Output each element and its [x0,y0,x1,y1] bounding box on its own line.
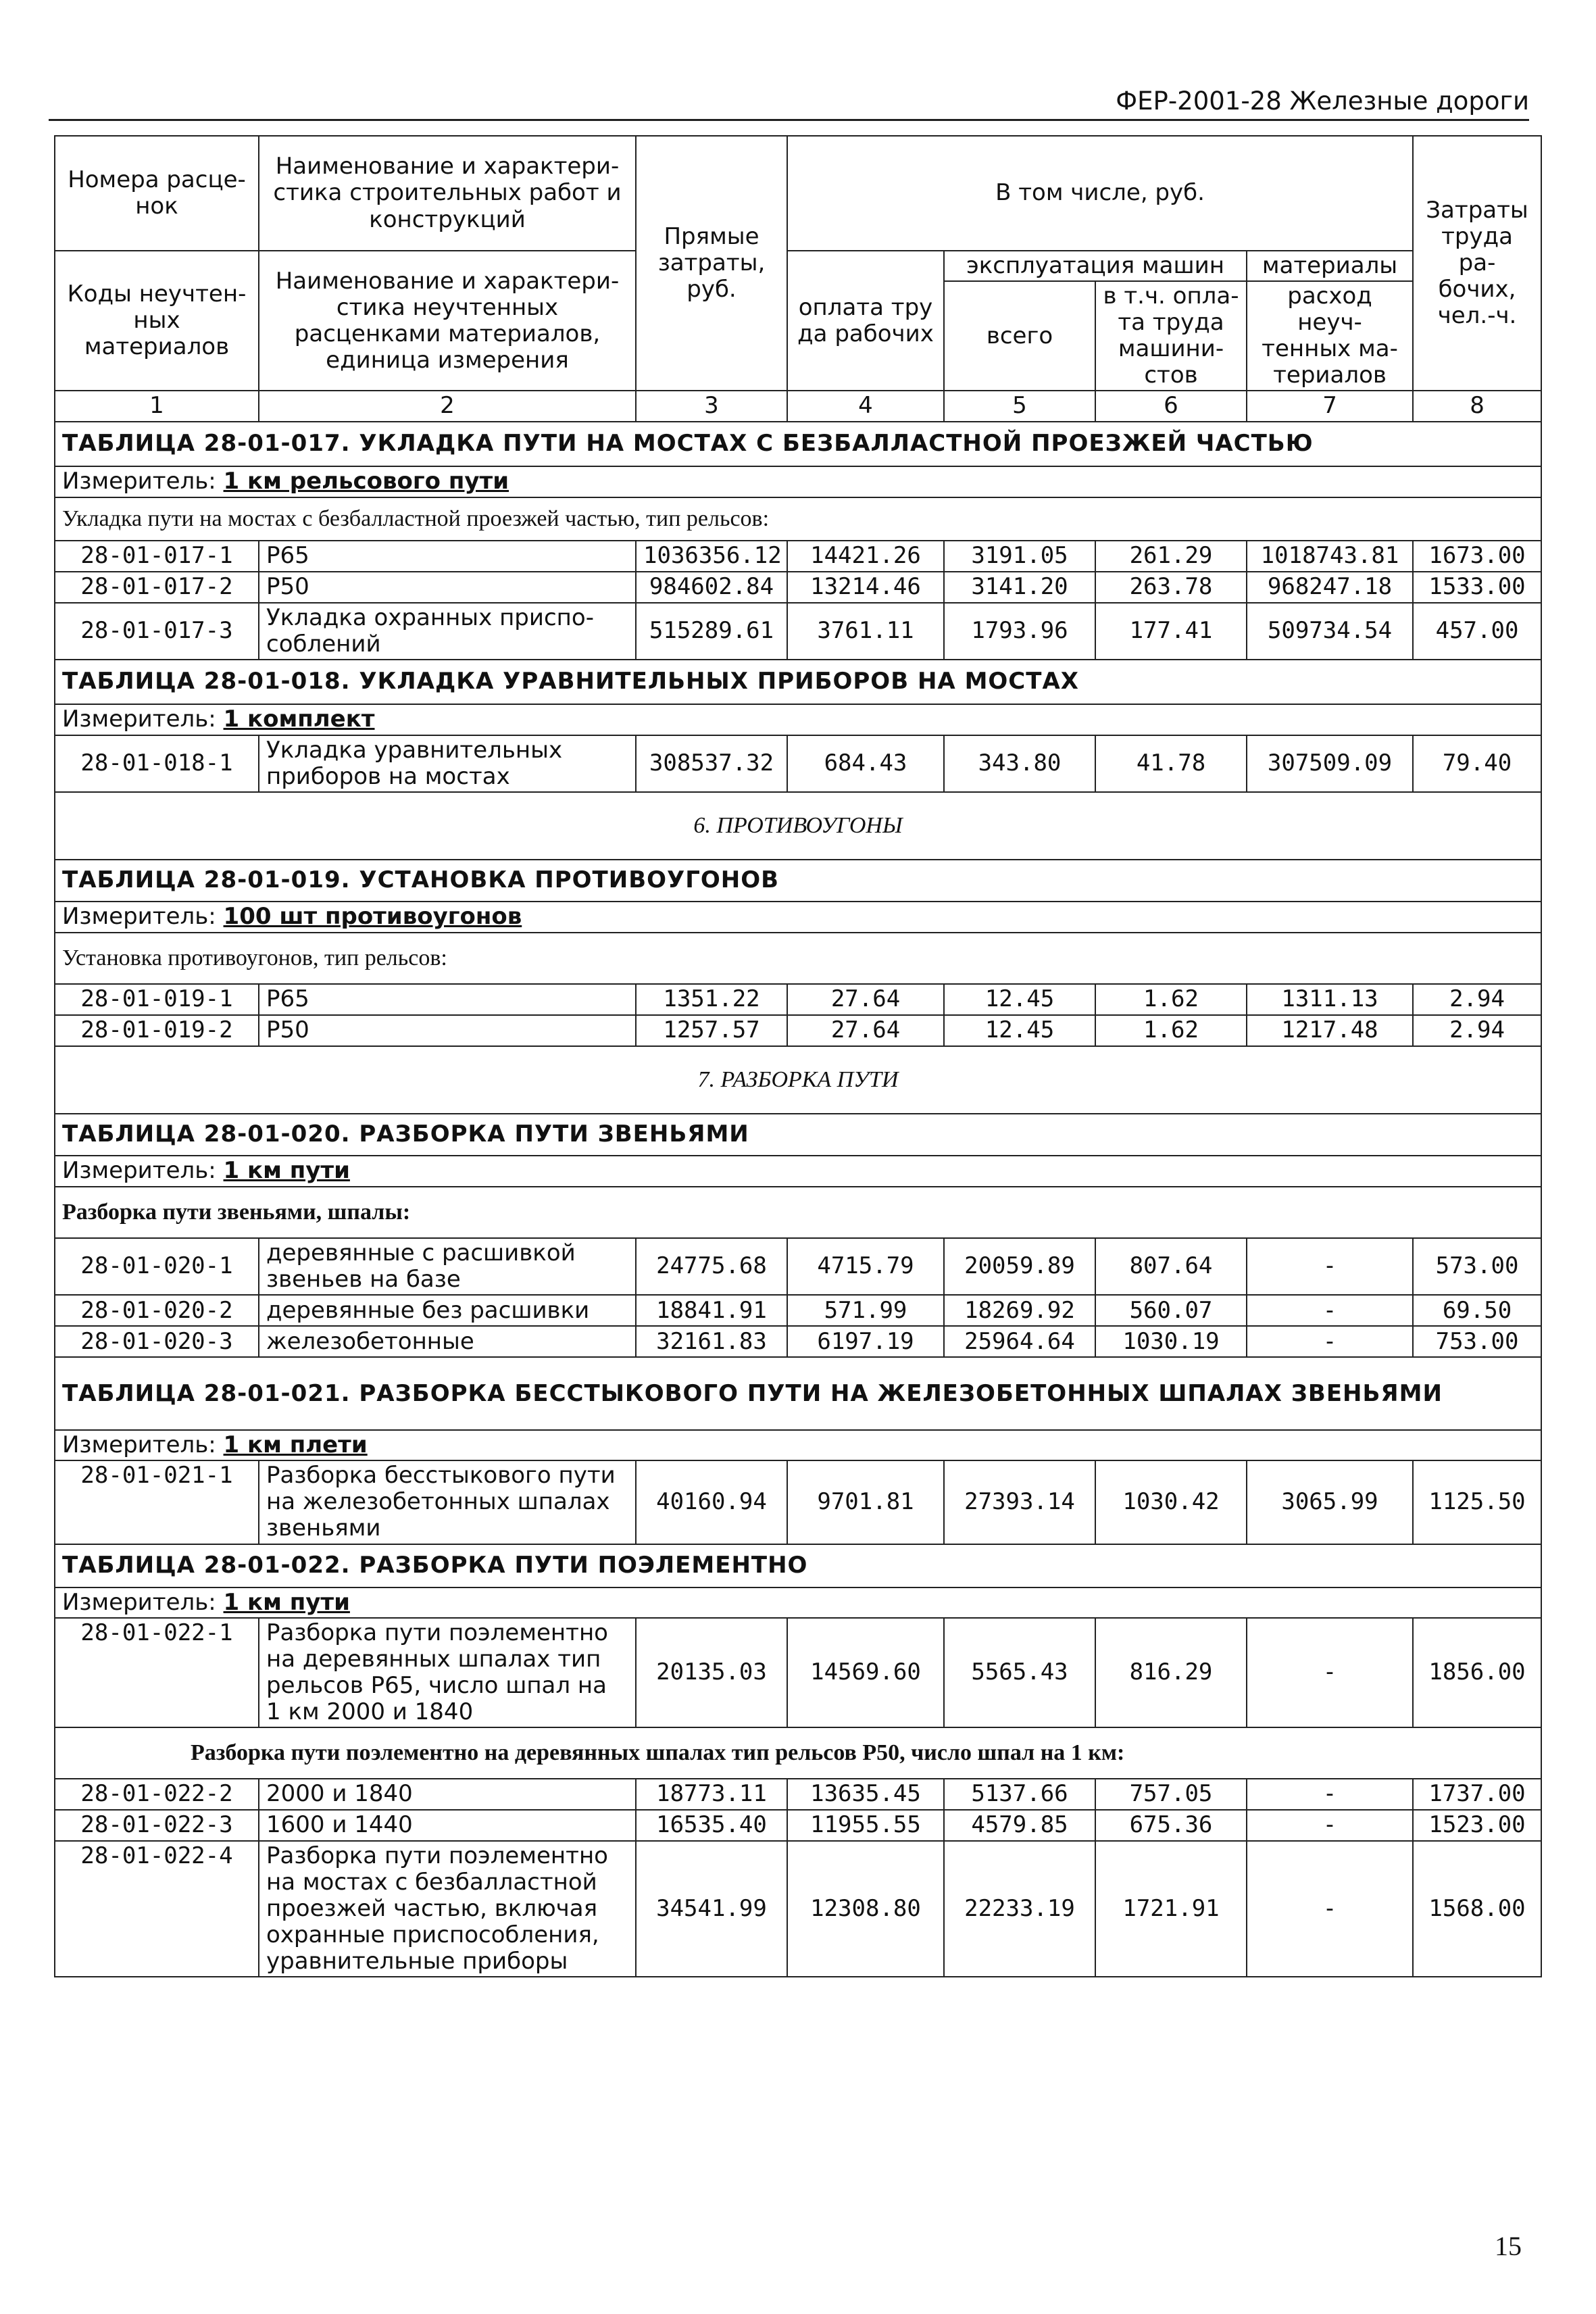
unit-label: Измеритель: [62,706,216,733]
column-number: 7 [1247,391,1413,421]
labor-hours: 69.50 [1413,1295,1541,1326]
operator-pay: 1721.91 [1095,1841,1247,1977]
direct-costs: 24775.68 [636,1238,787,1295]
unit-label: Измеритель: [62,903,216,931]
header-including-group: В том числе, руб. [787,136,1413,251]
rate-description: Р50 [259,1015,636,1046]
unit-label: Измеритель: [62,468,216,495]
materials: 968247.18 [1247,572,1413,603]
operator-pay: 261.29 [1095,541,1247,572]
rate-code: 28-01-022-4 [55,1841,259,1977]
table-title-021: ТАБЛИЦА 28-01-021. РАЗБОРКА БЕССТЫКОВОГО ПУТИ НА ЖЕЛЕЗОБЕТОННЫХ ШПАЛАХ ЗВЕНЬЯМИ [55,1357,1541,1430]
table-row [55,1238,1541,1295]
rate-description: 1600 и 1440 [259,1810,636,1841]
machines-total: 5137.66 [944,1779,1095,1810]
table-row [55,603,1541,660]
machines-total: 343.80 [944,735,1095,792]
unit-value: 1 км пути [223,1157,350,1185]
worker-pay: 27.64 [787,984,944,1015]
rate-code: 28-01-022-1 [55,1618,259,1727]
header-unaccounted-materials: расход неуч-тенных ма-териалов [1247,281,1413,391]
direct-costs: 18841.91 [636,1295,787,1326]
table-title-019: ТАБЛИЦА 28-01-019. УСТАНОВКА ПРОТИВОУГОНОВ [55,860,1541,902]
rate-description: Укладка уравнительных приборов на мостах [259,735,636,792]
operator-pay: 560.07 [1095,1295,1247,1326]
table-unit-020 [55,1156,1541,1187]
table-unit-018 [55,704,1541,735]
column-number: 1 [55,391,259,421]
rate-code: 28-01-022-3 [55,1810,259,1841]
labor-hours: 2.94 [1413,1015,1541,1046]
table-title-020: ТАБЛИЦА 28-01-020. РАЗБОРКА ПУТИ ЗВЕНЬЯМИ [55,1114,1541,1156]
machines-total: 3191.05 [944,541,1095,572]
worker-pay: 4715.79 [787,1238,944,1295]
operator-pay: 816.29 [1095,1618,1247,1727]
header-machines-group: эксплуатация машин [944,251,1247,281]
machines-total: 12.45 [944,984,1095,1015]
worker-pay: 3761.11 [787,603,944,660]
direct-costs: 34541.99 [636,1841,787,1977]
rate-code: 28-01-022-2 [55,1779,259,1810]
rate-code: 28-01-017-2 [55,572,259,603]
rate-code: 28-01-018-1 [55,735,259,792]
price-table [54,135,1542,1977]
table-row [55,1810,1541,1841]
header-rate-numbers: Номера расце-нок [55,136,259,251]
table-row [55,1779,1541,1810]
operator-pay: 1030.42 [1095,1460,1247,1544]
column-number: 8 [1413,391,1541,421]
machines-total: 20059.89 [944,1238,1095,1295]
table-row [55,1295,1541,1326]
worker-pay: 13635.45 [787,1779,944,1810]
unit-label: Измеритель: [62,1157,216,1185]
rate-description: деревянные с расшивкой звеньев на базе [259,1238,636,1295]
labor-hours: 1856.00 [1413,1618,1541,1727]
column-number: 3 [636,391,787,421]
direct-costs: 18773.11 [636,1779,787,1810]
rate-description: железобетонные [259,1326,636,1357]
worker-pay: 12308.80 [787,1841,944,1977]
materials: - [1247,1295,1413,1326]
table-row [55,1015,1541,1046]
column-number: 5 [944,391,1095,421]
machines-total: 12.45 [944,1015,1095,1046]
operator-pay: 675.36 [1095,1810,1247,1841]
labor-hours: 1673.00 [1413,541,1541,572]
header-materials-group: материалы [1247,251,1413,281]
worker-pay: 571.99 [787,1295,944,1326]
operator-pay: 177.41 [1095,603,1247,660]
unit-value: 1 км рельсового пути [223,468,509,495]
unit-value: 100 шт противоугонов [223,903,522,931]
labor-hours: 753.00 [1413,1326,1541,1357]
operator-pay: 757.05 [1095,1779,1247,1810]
rate-description: Разборка пути поэлементно на деревянных шпалах тип рельсов Р65, число шпал на 1 км 2000 и 1840 [259,1618,636,1727]
worker-pay: 13214.46 [787,572,944,603]
rate-description: 2000 и 1840 [259,1779,636,1810]
rate-description: Р65 [259,984,636,1015]
table-subheading-022: Разборка пути поэлементно на деревянных шпалах тип рельсов Р50, число шпал на 1 км: [55,1727,1541,1779]
running-head: ФЕР-2001-28 Железные дороги [1116,87,1529,116]
worker-pay: 6197.19 [787,1326,944,1357]
operator-pay: 1.62 [1095,1015,1247,1046]
table-subheading-019: Установка противоугонов, тип рельсов: [55,933,1541,984]
labor-hours: 1523.00 [1413,1810,1541,1841]
labor-hours: 1533.00 [1413,572,1541,603]
column-number: 2 [259,391,636,421]
header-work-description: Наименование и характери-стика строительных работ и конструкций [259,136,636,251]
materials: - [1247,1618,1413,1727]
worker-pay: 27.64 [787,1015,944,1046]
table-row [55,1460,1541,1544]
table-title-018: ТАБЛИЦА 28-01-018. УКЛАДКА УРАВНИТЕЛЬНЫХ ПРИБОРОВ НА МОСТАХ [55,660,1541,704]
table-row [55,1326,1541,1357]
table-row [55,541,1541,572]
unit-label: Измеритель: [62,1588,216,1616]
unit-value: 1 комплект [223,706,375,733]
header-material-description: Наименование и характери-стика неучтенных расценками материалов, единица измерения [259,251,636,391]
direct-costs: 1257.57 [636,1015,787,1046]
table-unit-019 [55,902,1541,933]
direct-costs: 20135.03 [636,1618,787,1727]
labor-hours: 573.00 [1413,1238,1541,1295]
machines-total: 3141.20 [944,572,1095,603]
direct-costs: 1036356.12 [636,541,787,572]
rate-code: 28-01-020-2 [55,1295,259,1326]
worker-pay: 9701.81 [787,1460,944,1544]
table-row [55,735,1541,792]
worker-pay: 14569.60 [787,1618,944,1727]
machines-total: 5565.43 [944,1618,1095,1727]
table-title-017: ТАБЛИЦА 28-01-017. УКЛАДКА ПУТИ НА МОСТАХ С БЕЗБАЛЛАСТНОЙ ПРОЕЗЖЕЙ ЧАСТЬЮ [55,422,1541,466]
labor-hours: 79.40 [1413,735,1541,792]
materials: 3065.99 [1247,1460,1413,1544]
rate-description: Р50 [259,572,636,603]
materials: 1217.48 [1247,1015,1413,1046]
section-title-6: 6. ПРОТИВОУГОНЫ [55,792,1541,860]
labor-hours: 1737.00 [1413,1779,1541,1810]
table-title-022: ТАБЛИЦА 28-01-022. РАЗБОРКА ПУТИ ПОЭЛЕМЕНТНО [55,1544,1541,1587]
rate-description: деревянные без расшивки [259,1295,636,1326]
table-row [55,1618,1541,1727]
materials: - [1247,1326,1413,1357]
rate-code: 28-01-017-3 [55,603,259,660]
rate-code: 28-01-017-1 [55,541,259,572]
table-row [55,572,1541,603]
rate-description: Укладка охранных приспо-соблений [259,603,636,660]
machines-total: 27393.14 [944,1460,1095,1544]
unit-label: Измеритель: [62,1431,216,1459]
labor-hours: 2.94 [1413,984,1541,1015]
labor-hours: 1568.00 [1413,1841,1541,1977]
page-number: 15 [1495,2231,1522,2261]
operator-pay: 263.78 [1095,572,1247,603]
rate-code: 28-01-020-1 [55,1238,259,1295]
header-direct-costs: Прямые затраты, руб. [636,136,787,391]
column-number: 4 [787,391,944,421]
rate-description: Разборка пути поэлементно на мостах с безбалластной проезжей частью, включая охранные приспособления, уравнительные приборы [259,1841,636,1977]
direct-costs: 16535.40 [636,1810,787,1841]
operator-pay: 807.64 [1095,1238,1247,1295]
materials: 1018743.81 [1247,541,1413,572]
table-row [55,1841,1541,1977]
worker-pay: 14421.26 [787,541,944,572]
unit-value: 1 км плети [223,1431,368,1459]
section-title-7: 7. РАЗБОРКА ПУТИ [55,1046,1541,1114]
materials: - [1247,1779,1413,1810]
unit-value: 1 км пути [223,1588,350,1616]
machines-total: 1793.96 [944,603,1095,660]
operator-pay: 1030.19 [1095,1326,1247,1357]
rate-code: 28-01-019-2 [55,1015,259,1046]
rate-description: Р65 [259,541,636,572]
labor-hours: 457.00 [1413,603,1541,660]
direct-costs: 984602.84 [636,572,787,603]
table-unit-021 [55,1430,1541,1460]
materials: - [1247,1841,1413,1977]
operator-pay: 1.62 [1095,984,1247,1015]
worker-pay: 684.43 [787,735,944,792]
materials: 307509.09 [1247,735,1413,792]
materials: - [1247,1238,1413,1295]
rate-code: 28-01-019-1 [55,984,259,1015]
header-worker-pay: оплата тру да рабочих [787,251,944,391]
header-rule [49,119,1529,121]
table-subheading-020: Разборка пути звеньями, шпалы: [55,1187,1541,1238]
rate-code: 28-01-021-1 [55,1460,259,1544]
direct-costs: 515289.61 [636,603,787,660]
labor-hours: 1125.50 [1413,1460,1541,1544]
table-unit-017 [55,466,1541,497]
machines-total: 22233.19 [944,1841,1095,1977]
materials: 1311.13 [1247,984,1413,1015]
header-labor-hours: Затраты труда ра-бочих, чел.-ч. [1413,136,1541,391]
table-row [55,984,1541,1015]
direct-costs: 1351.22 [636,984,787,1015]
machines-total: 4579.85 [944,1810,1095,1841]
machines-total: 18269.92 [944,1295,1095,1326]
header-operator-pay: в т.ч. опла-та труда машини-стов [1095,281,1247,391]
direct-costs: 308537.32 [636,735,787,792]
rate-description: Разборка бесстыкового пути на железобетонных шпалах звеньями [259,1460,636,1544]
operator-pay: 41.78 [1095,735,1247,792]
direct-costs: 40160.94 [636,1460,787,1544]
direct-costs: 32161.83 [636,1326,787,1357]
column-number: 6 [1095,391,1247,421]
machines-total: 25964.64 [944,1326,1095,1357]
materials: 509734.54 [1247,603,1413,660]
header-machines-total: всего [944,281,1095,391]
materials: - [1247,1810,1413,1841]
table-subheading-017: Укладка пути на мостах с безбалластной проезжей частью, тип рельсов: [55,497,1541,541]
table-unit-022 [55,1587,1541,1618]
rate-code: 28-01-020-3 [55,1326,259,1357]
header-material-codes: Коды неучтен-ных материалов [55,251,259,391]
worker-pay: 11955.55 [787,1810,944,1841]
